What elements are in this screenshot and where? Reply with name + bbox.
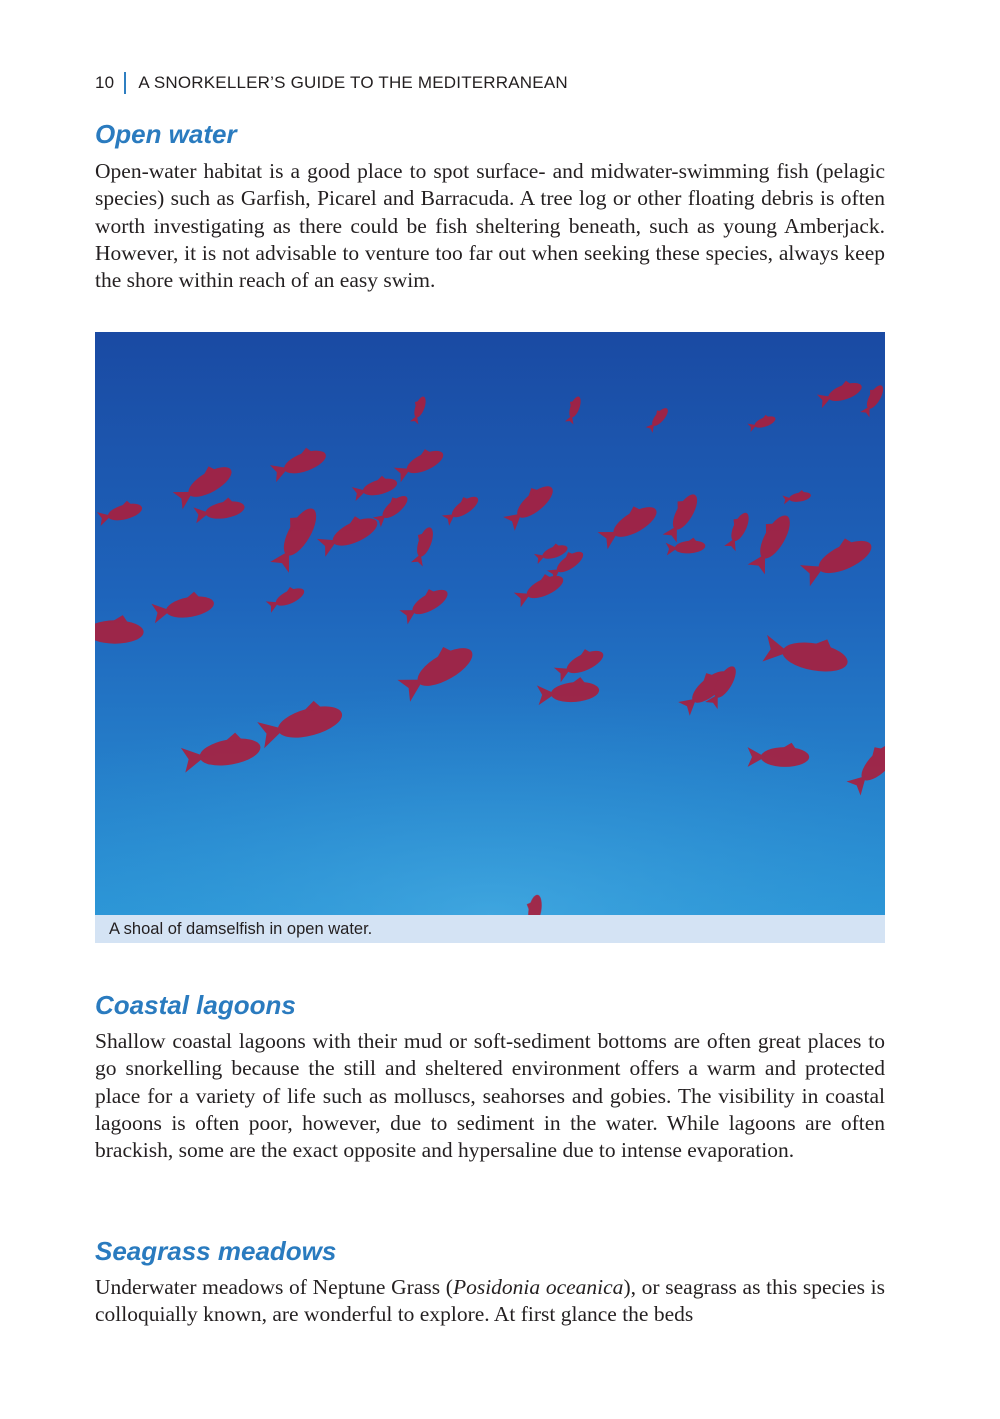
book-title: A SNORKELLER’S GUIDE TO THE MEDITERRANEAN (138, 73, 568, 92)
paragraph-seagrass-meadows (95, 1274, 885, 1329)
damselfish-photo (95, 332, 885, 915)
paragraph-open-water: Open-water habitat is a good place to spot surface- and midwater-swimming fish (pelagic species) such as Garfish, Picarel and Barracuda. A tree log or other floating debris is often worth investigating as there could be fish sheltering beneath, such as young Amberjack. However, it is not advisable to venture too far out when seeking these species, always keep the shore within reach of an easy swim. (95, 159, 885, 293)
seagrass-text-start: Underwater meadows of Neptune Grass ( (95, 1275, 453, 1299)
heading-open-water: Open water (95, 119, 237, 149)
paragraph-coastal-lagoons: Shallow coastal lagoons with their mud or soft-sediment bottoms are often great places to go snorkelling because the still and sheltered environment offers a warm and protected place for a variety of life such as molluscs, seahorses and gobies. The visibility in coastal lagoons is often poor, however, due to sediment in the water. While lagoons are often brackish, some are the exact opposite and hypersaline due to intense evaporation. (95, 1029, 885, 1163)
species-name: Posidonia oceanica (452, 1275, 624, 1299)
header-divider (124, 72, 126, 94)
figure-caption: A shoal of damselfish in open water. (95, 915, 885, 943)
running-head (95, 70, 568, 96)
heading-coastal-lagoons: Coastal lagoons (95, 990, 296, 1020)
heading-seagrass-meadows: Seagrass meadows (95, 1236, 337, 1266)
seagrass-text-end: ), or seagrass as this species is colloquially known, are wonderful to explore. At first glance the beds (95, 1275, 885, 1327)
page-number: 10 (95, 73, 115, 92)
